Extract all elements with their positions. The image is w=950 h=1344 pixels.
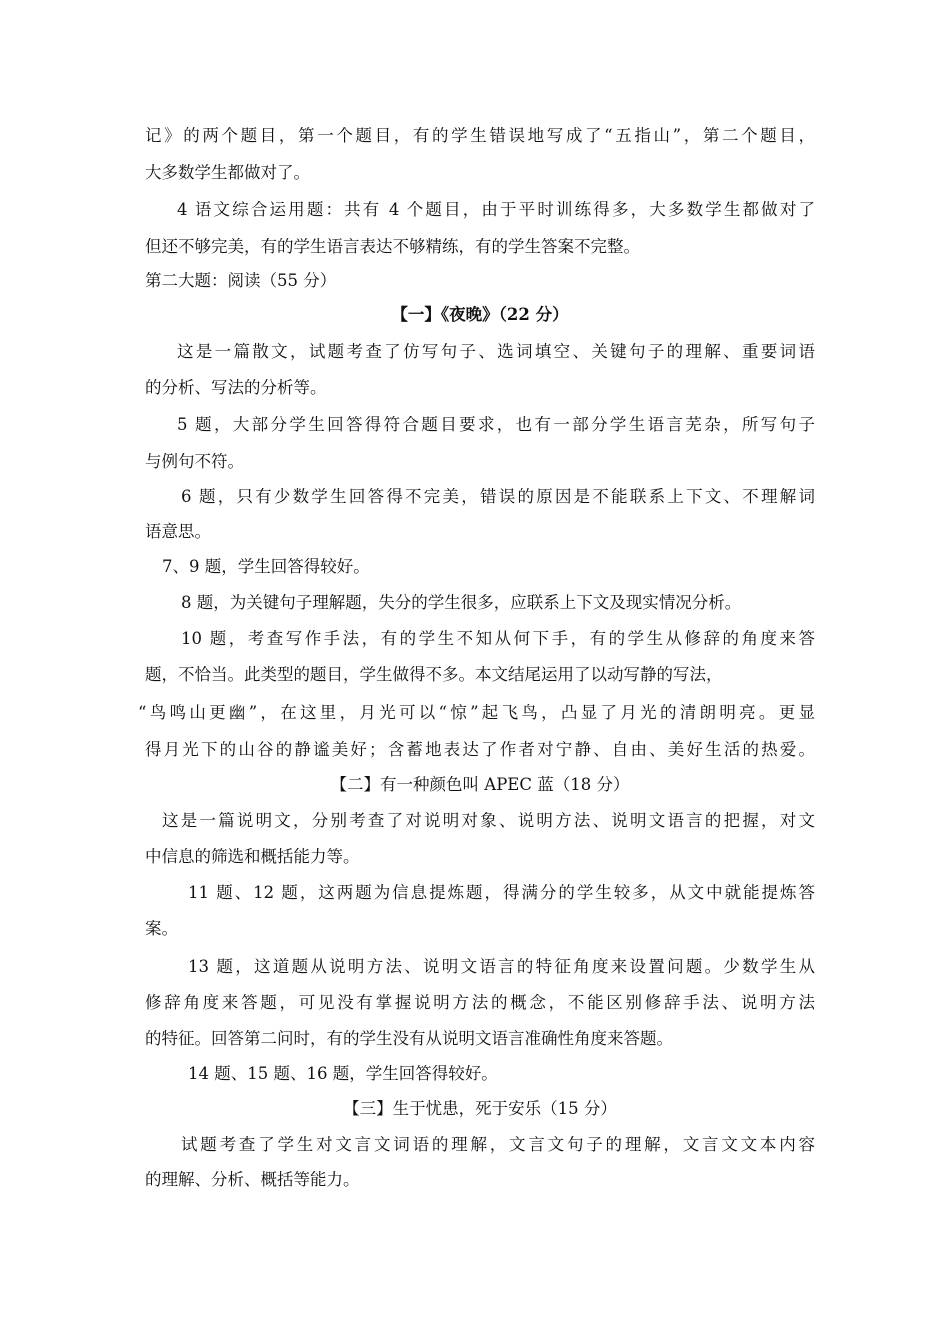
body-text-line: 语意思。 — [145, 522, 211, 541]
body-text-line: 但还不够完美，有的学生语言表达不够精练，有的学生答案不完整。 — [145, 237, 640, 256]
body-text-line: 4 语文综合运用题：共有 4 个题目，由于平时训练得多，大多数学生都做对了 — [177, 200, 815, 219]
body-text-line: 5 题，大部分学生回答得符合题目要求，也有一部分学生语言芜杂，所写句子 — [177, 415, 815, 434]
subsection-heading: 【一】《夜晚》（22 分） — [391, 305, 569, 324]
body-text-line: 10 题，考查写作手法，有的学生不知从何下手，有的学生从修辞的角度来答 — [181, 629, 815, 648]
body-text-line: 试题考查了学生对文言文词语的理解，文言文句子的理解，文言文文本内容 — [181, 1135, 815, 1154]
section-heading: 第二大题：阅读（55 分） — [145, 271, 337, 290]
body-text-line: 与例句不符。 — [145, 452, 244, 471]
body-text-line: 这是一篇散文，试题考查了仿写句子、选词填空、关键句子的理解、重要词语 — [177, 342, 815, 361]
subsection-heading: 【二】有一种颜色叫 APEC 蓝（18 分） — [330, 775, 630, 794]
body-text-line: 中信息的筛选和概括能力等。 — [145, 847, 360, 866]
body-text-line: 题，不恰当。此类型的题目，学生做得不多。本文结尾运用了以动写静的写法， — [145, 665, 723, 684]
body-text-line: 的分析、写法的分析等。 — [145, 378, 327, 397]
body-text-line: 8 题，为关键句子理解题，失分的学生很多，应联系上下文及现实情况分析。 — [181, 593, 742, 612]
body-text-line: 6 题，只有少数学生回答得不完美，错误的原因是不能联系上下文、不理解词 — [181, 487, 815, 506]
body-text-line: 这是一篇说明文，分别考查了对说明对象、说明方法、说明文语言的把握，对文 — [162, 811, 815, 830]
body-text-line: “鸟鸣山更幽”，在这里，月光可以“惊”起飞鸟，凸显了月光的清朗明亮。更显 — [138, 703, 815, 722]
body-text-line: 大多数学生都做对了。 — [145, 163, 310, 182]
body-text-line: 14 题、15 题、16 题，学生回答得较好。 — [188, 1064, 498, 1083]
body-text-line: 案。 — [145, 919, 178, 938]
body-text-line: 记》的两个题目，第一个题目，有的学生错误地写成了“五指山”，第二个题目， — [145, 126, 815, 145]
body-text-line: 11 题、12 题，这两题为信息提炼题，得满分的学生较多，从文中就能提炼答 — [188, 883, 815, 902]
body-text-line: 得月光下的山谷的静谧美好；含蓄地表达了作者对宁静、自由、美好生活的热爱。 — [145, 740, 815, 759]
subsection-heading: 【三】生于忧患，死于安乐（15 分） — [343, 1099, 617, 1118]
body-text-line: 的特征。回答第二问时，有的学生没有从说明文语言准确性角度来答题。 — [145, 1029, 673, 1048]
body-text-line: 7、9 题，学生回答得较好。 — [162, 557, 370, 576]
body-text-line: 的理解、分析、概括等能力。 — [145, 1170, 360, 1189]
body-text-line: 13 题，这道题从说明方法、说明文语言的特征角度来设置问题。少数学生从 — [188, 957, 815, 976]
body-text-line: 修辞角度来答题，可见没有掌握说明方法的概念，不能区别修辞手法、说明方法 — [145, 993, 815, 1012]
